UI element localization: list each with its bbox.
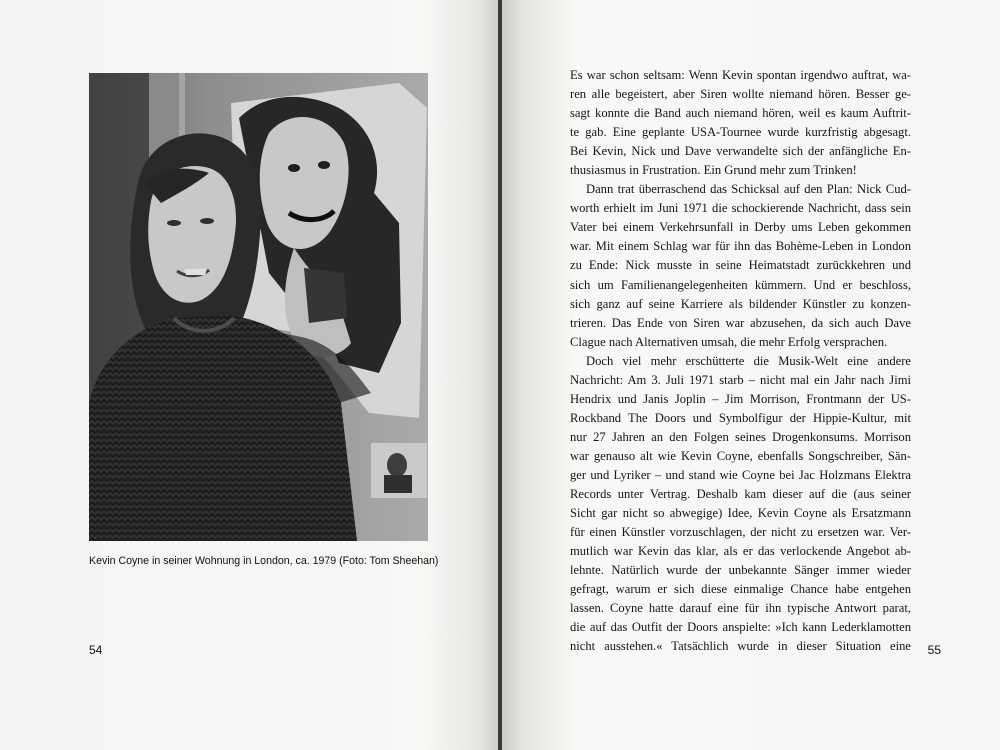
text-line: Sicht gar nicht so abwegige) Idee, Kevin Coyne als Ersatzmann xyxy=(570,506,911,521)
text-line: Hendrix und Janis Joplin – Jim Morrison, Frontmann der US- xyxy=(570,391,911,406)
page-number-left: 54 xyxy=(89,643,103,657)
text-line: nicht ausstehen.« Tatsächlich wurde in dieser Situation eine xyxy=(570,639,911,654)
photo-illustration xyxy=(89,73,428,541)
text-line: ren alle begeistert, aber Siren wollte niemand hören. Besser ge- xyxy=(570,87,911,102)
text-line: ger und Lyriker – und stand wie Coyne bei Jac Holzmans Elektra xyxy=(570,467,911,482)
text-line: trieren. Das Ende von Siren war abzusehen, da sich auch Dave xyxy=(570,315,911,330)
photo-caption: Kevin Coyne in seiner Wohnung in London, ca. 1979 (Foto: Tom Sheehan) xyxy=(89,555,439,567)
text-line: war genauso alt wie Kevin Coyne, ebenfalls Songschreiber, Sän- xyxy=(570,448,911,463)
text-line: sich ganz auf seine Karriere als bildender Künstler zu konzen- xyxy=(570,296,911,311)
body-text xyxy=(570,66,911,656)
left-page xyxy=(0,0,498,750)
text-line: Doch viel mehr erschütterte die Musik-Welt eine andere xyxy=(586,353,911,368)
text-line: Es war schon seltsam: Wenn Kevin spontan irgendwo auftrat, wa- xyxy=(570,68,911,82)
text-line: sich um Familienangelegenheiten kümmern. Und er beschloss, xyxy=(570,277,911,292)
text-line: worth erhielt im Juni 1971 die schockierende Nachricht, dass sein xyxy=(570,201,911,216)
text-line: lassen. Coyne hatte darauf eine für ihn typische Antwort parat, xyxy=(570,601,911,616)
right-page xyxy=(502,0,1000,750)
text-line: Dann trat überraschend das Schicksal auf den Plan: Nick Cud- xyxy=(586,182,911,197)
text-line: Records unter Vertrag. Deshalb kam dieser auf die (aus seiner xyxy=(570,487,911,502)
text-line: war. Mit einem Schlag war für ihn das Bohème-Leben in London xyxy=(570,239,911,254)
text-line: Clague nach Alternativen umsah, die mehr Erfolg versprachen. xyxy=(570,334,888,349)
text-line: die auf das Outfit der Doors anspielte: »Ich kann Lederklamotten xyxy=(570,620,911,635)
text-line: Vater bei einem Verkehrsunfall in Derby ums Leben gekommen xyxy=(570,220,911,235)
text-line: gefragt, warum er sich diese einmalige Chance habe entgehen xyxy=(570,582,911,597)
text-line: Rockband The Doors und Symbolfigur der Hippie-Kultur, mit xyxy=(570,410,911,425)
text-line: mutlich war Kevin das klar, als er das verlockende Angebot ab- xyxy=(570,544,911,559)
text-line: Nachricht: Am 3. Juli 1971 starb – nicht mal ein Jahr nach Jimi xyxy=(570,372,911,387)
portrait-photo xyxy=(89,73,428,541)
text-line: lehnte. Natürlich wurde der unbekannte Sänger immer wieder xyxy=(570,563,911,578)
text-line: zu Ende: Nick musste in seine Heimatstadt zurückkehren und xyxy=(570,258,911,273)
text-line: nur 27 Jahren an den Folgen seines Drogenkonsums. Morrison xyxy=(570,429,911,444)
page-number-right: 55 xyxy=(927,643,941,657)
text-line: für einen Künstler vorzuschlagen, der nicht zu ersetzen war. Ver- xyxy=(570,525,911,540)
text-line: thusiasmus in Frustration. Ein Grund mehr zum Trinken! xyxy=(570,163,857,178)
text-line: Bei Kevin, Nick und Dave verwandelte sich der anfängliche En- xyxy=(570,144,911,159)
text-line: sagt konnte die Band auch niemand hören, weil es kaum Auftrit- xyxy=(570,106,911,121)
text-line: te gab. Eine geplante USA-Tournee wurde kurzfristig abgesagt. xyxy=(570,125,911,140)
